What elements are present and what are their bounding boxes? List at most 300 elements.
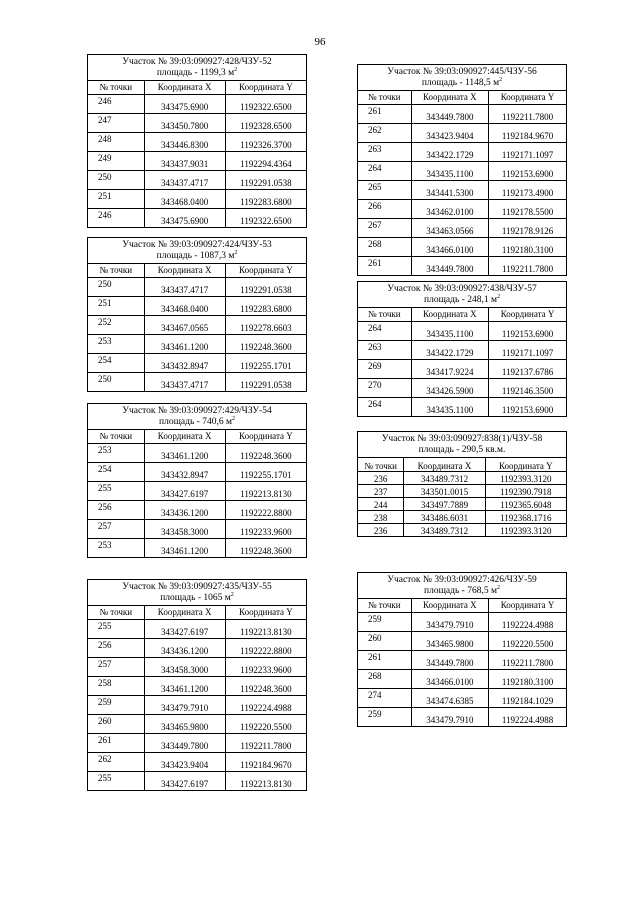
point-number-cell: 251 bbox=[88, 297, 145, 316]
coordinate-x-cell: 343422.1729 bbox=[411, 143, 489, 162]
point-number-cell: 269 bbox=[358, 360, 412, 379]
point-number-cell: 253 bbox=[88, 444, 145, 463]
coordinate-x-cell: 343474.6385 bbox=[411, 689, 489, 708]
coordinate-y-cell: 1192283.6800 bbox=[225, 190, 306, 209]
coordinate-y-cell: 1192248.3600 bbox=[225, 444, 306, 463]
point-number-header: № точки bbox=[358, 458, 404, 472]
coordinate-y-cell: 1192213.8130 bbox=[225, 620, 306, 639]
parcel-title: Участок № 39:03:090927:424/ЧЗУ-53 bbox=[122, 240, 272, 250]
parcel-table bbox=[87, 237, 307, 392]
point-number-cell: 250 bbox=[88, 278, 145, 297]
point-number-cell: 251 bbox=[88, 190, 145, 209]
coordinate-x-cell: 343437.4717 bbox=[144, 278, 225, 297]
point-number-cell: 256 bbox=[88, 639, 145, 658]
table-row bbox=[358, 651, 567, 670]
parcel-area-unit-power: 2 bbox=[499, 76, 503, 83]
coordinate-y-cell: 1192211.7800 bbox=[489, 651, 567, 670]
coordinate-y-cell: 1192294.4364 bbox=[225, 152, 306, 171]
coordinate-x-cell: 343427.6197 bbox=[144, 772, 225, 791]
coordinate-y-cell: 1192222.8800 bbox=[225, 501, 306, 520]
table-row bbox=[358, 511, 567, 524]
coordinate-y-cell: 1192178.5500 bbox=[489, 200, 567, 219]
coordinate-y-cell: 1192222.8800 bbox=[225, 639, 306, 658]
coordinate-x-cell: 343449.7800 bbox=[144, 734, 225, 753]
parcel-area bbox=[90, 593, 304, 604]
table-row bbox=[88, 152, 307, 171]
point-number-cell: 237 bbox=[358, 485, 404, 498]
coordinate-y-cell: 1192255.1701 bbox=[225, 354, 306, 373]
parcel-title: Участок № 39:03:090927:838(1)/ЧЗУ-58 bbox=[381, 434, 543, 444]
parcel-caption bbox=[358, 432, 567, 458]
point-number-cell: 254 bbox=[88, 463, 145, 482]
parcel-area-unit-power: 2 bbox=[230, 591, 234, 598]
parcel-area bbox=[90, 417, 304, 428]
point-number-cell: 274 bbox=[358, 689, 412, 708]
table-row bbox=[88, 444, 307, 463]
parcel-table bbox=[87, 54, 307, 228]
parcel-caption bbox=[88, 55, 307, 81]
coordinate-x-cell: 343468.0400 bbox=[144, 190, 225, 209]
point-number-cell: 261 bbox=[88, 734, 145, 753]
page-number: 96 bbox=[314, 36, 326, 48]
parcel-title: Участок № 39:03:090927:435/ЧЗУ-55 bbox=[122, 582, 272, 592]
table-row bbox=[358, 143, 567, 162]
coordinate-x-cell: 343466.0100 bbox=[411, 238, 489, 257]
coordinate-x-cell: 343427.6197 bbox=[144, 620, 225, 639]
coordinate-x-cell: 343446.8300 bbox=[144, 133, 225, 152]
table-row bbox=[358, 219, 567, 238]
coordinate-x-cell: 343497.7889 bbox=[404, 498, 485, 511]
parcel-area-unit-power: 2 bbox=[231, 415, 235, 422]
coordinate-y-header: Координата Y bbox=[225, 264, 306, 278]
point-number-cell: 259 bbox=[358, 708, 412, 727]
coordinate-x-header: Координата X bbox=[144, 81, 225, 95]
coordinate-x-cell: 343435.1100 bbox=[411, 162, 489, 181]
table-row bbox=[358, 524, 567, 537]
parcel-caption bbox=[358, 282, 567, 308]
coordinate-y-cell: 1192178.9126 bbox=[489, 219, 567, 238]
coordinate-x-cell: 343432.8947 bbox=[144, 354, 225, 373]
point-number-cell: 254 bbox=[88, 354, 145, 373]
point-number-cell: 246 bbox=[88, 209, 145, 228]
coordinate-x-header: Координата X bbox=[411, 91, 489, 105]
point-number-cell: 264 bbox=[358, 162, 412, 181]
coordinate-x-header: Координата X bbox=[411, 308, 489, 322]
point-number-header: № точки bbox=[88, 430, 145, 444]
parcel-table bbox=[87, 403, 307, 558]
table-row bbox=[88, 354, 307, 373]
table-row bbox=[358, 632, 567, 651]
parcel-title-row bbox=[88, 238, 307, 264]
coordinate-x-cell: 343423.9404 bbox=[144, 753, 225, 772]
coordinate-x-cell: 343461.1200 bbox=[144, 539, 225, 558]
point-number-header: № точки bbox=[88, 264, 145, 278]
coordinate-y-header: Координата Y bbox=[489, 91, 567, 105]
coordinate-y-header: Координата Y bbox=[489, 308, 567, 322]
table-row bbox=[88, 335, 307, 354]
point-number-cell: 259 bbox=[88, 696, 145, 715]
table-row bbox=[88, 482, 307, 501]
table-row bbox=[358, 257, 567, 276]
parcel-title-row bbox=[358, 65, 567, 91]
point-number-cell: 267 bbox=[358, 219, 412, 238]
parcel-title-row bbox=[358, 573, 567, 599]
parcel-title-row bbox=[358, 432, 567, 458]
table-header-row bbox=[358, 458, 567, 472]
point-number-cell: 255 bbox=[88, 772, 145, 791]
parcel-table bbox=[357, 281, 567, 417]
coordinate-x-header: Координата X bbox=[144, 264, 225, 278]
table-header-row bbox=[88, 264, 307, 278]
coordinate-x-header: Координата X bbox=[404, 458, 485, 472]
coordinate-y-cell: 1192153.6900 bbox=[489, 398, 567, 417]
parcel-area-text: площадь - 768,5 м bbox=[424, 586, 497, 596]
table-header-row bbox=[88, 81, 307, 95]
point-number-cell: 257 bbox=[88, 658, 145, 677]
coordinate-x-cell: 343463.0566 bbox=[411, 219, 489, 238]
parcel-area bbox=[90, 68, 304, 79]
table-row bbox=[358, 341, 567, 360]
point-number-cell: 236 bbox=[358, 472, 404, 485]
coordinate-y-cell: 1192248.3600 bbox=[225, 539, 306, 558]
coordinate-x-cell: 343436.1200 bbox=[144, 501, 225, 520]
table-row bbox=[88, 171, 307, 190]
coordinate-x-cell: 343475.6900 bbox=[144, 95, 225, 114]
parcel-title-row bbox=[88, 580, 307, 606]
table-row bbox=[88, 620, 307, 639]
coordinate-y-cell: 1192171.1097 bbox=[489, 143, 567, 162]
coordinate-x-cell: 343479.7910 bbox=[144, 696, 225, 715]
coordinate-y-cell: 1192211.7800 bbox=[489, 257, 567, 276]
coordinate-y-cell: 1192184.9670 bbox=[225, 753, 306, 772]
point-number-cell: 262 bbox=[88, 753, 145, 772]
coordinate-x-cell: 343461.1200 bbox=[144, 677, 225, 696]
coordinate-y-cell: 1192233.9600 bbox=[225, 658, 306, 677]
coordinate-y-header: Координата Y bbox=[225, 81, 306, 95]
coordinate-x-header: Координата X bbox=[144, 430, 225, 444]
coordinate-y-cell: 1192390.7918 bbox=[485, 485, 566, 498]
parcel-title: Участок № 39:03:090927:438/ЧЗУ-57 bbox=[387, 284, 537, 294]
table-row bbox=[88, 658, 307, 677]
coordinate-x-cell: 343479.7910 bbox=[411, 613, 489, 632]
parcel-area bbox=[360, 445, 564, 456]
point-number-cell: 250 bbox=[88, 171, 145, 190]
table-row bbox=[358, 124, 567, 143]
parcel-title-row bbox=[88, 55, 307, 81]
coordinate-y-header: Координата Y bbox=[225, 430, 306, 444]
parcel-table bbox=[87, 579, 307, 791]
parcel-title-row bbox=[358, 282, 567, 308]
parcel-caption bbox=[88, 580, 307, 606]
point-number-cell: 260 bbox=[88, 715, 145, 734]
table-row bbox=[358, 485, 567, 498]
table-header-row bbox=[358, 308, 567, 322]
coordinate-x-cell: 343422.1729 bbox=[411, 341, 489, 360]
coordinate-x-cell: 343489.7312 bbox=[404, 472, 485, 485]
table-row bbox=[88, 133, 307, 152]
table-row bbox=[88, 639, 307, 658]
coordinate-y-cell: 1192224.4988 bbox=[489, 708, 567, 727]
point-number-cell: 261 bbox=[358, 105, 412, 124]
point-number-cell: 249 bbox=[88, 152, 145, 171]
point-number-cell: 236 bbox=[358, 524, 404, 537]
table-row bbox=[358, 200, 567, 219]
point-number-cell: 258 bbox=[88, 677, 145, 696]
coordinate-x-cell: 343466.0100 bbox=[411, 670, 489, 689]
coordinate-x-cell: 343461.1200 bbox=[144, 335, 225, 354]
coordinate-x-cell: 343501.0015 bbox=[404, 485, 485, 498]
coordinate-x-cell: 343426.5900 bbox=[411, 379, 489, 398]
coordinate-x-cell: 343449.7800 bbox=[411, 257, 489, 276]
table-row bbox=[358, 498, 567, 511]
point-number-cell: 266 bbox=[358, 200, 412, 219]
coordinate-x-cell: 343427.6197 bbox=[144, 482, 225, 501]
point-number-cell: 238 bbox=[358, 511, 404, 524]
coordinate-y-cell: 1192248.3600 bbox=[225, 335, 306, 354]
coordinate-x-cell: 343417.9224 bbox=[411, 360, 489, 379]
coordinate-y-cell: 1192171.1097 bbox=[489, 341, 567, 360]
point-number-cell: 270 bbox=[358, 379, 412, 398]
table-header-row bbox=[358, 599, 567, 613]
table-header-row bbox=[88, 606, 307, 620]
parcel-area bbox=[360, 586, 564, 597]
coordinate-x-cell: 343458.3000 bbox=[144, 520, 225, 539]
parcel-title: Участок № 39:03:090927:426/ЧЗУ-59 bbox=[387, 575, 537, 585]
coordinate-y-cell: 1192393.3120 bbox=[485, 472, 566, 485]
table-row bbox=[88, 677, 307, 696]
parcel-title: Участок № 39:03:090927:445/ЧЗУ-56 bbox=[387, 67, 537, 77]
coordinate-y-cell: 1192224.4988 bbox=[489, 613, 567, 632]
coordinate-x-cell: 343436.1200 bbox=[144, 639, 225, 658]
coordinate-y-cell: 1192184.1029 bbox=[489, 689, 567, 708]
point-number-cell: 256 bbox=[88, 501, 145, 520]
coordinate-y-cell: 1192233.9600 bbox=[225, 520, 306, 539]
point-number-header: № точки bbox=[358, 599, 412, 613]
table-row bbox=[88, 373, 307, 392]
parcel-table bbox=[357, 431, 567, 537]
coordinate-x-cell: 343461.1200 bbox=[144, 444, 225, 463]
coordinate-x-cell: 343467.0565 bbox=[144, 316, 225, 335]
coordinate-x-cell: 343458.3000 bbox=[144, 658, 225, 677]
coordinate-y-cell: 1192328.6500 bbox=[225, 114, 306, 133]
coordinate-y-cell: 1192326.3700 bbox=[225, 133, 306, 152]
parcel-area-unit-power: 2 bbox=[496, 584, 500, 591]
parcel-area-unit-power: 2 bbox=[234, 66, 238, 73]
coordinate-y-cell: 1192368.1716 bbox=[485, 511, 566, 524]
parcel-title: Участок № 39:03:090927:428/ЧЗУ-52 bbox=[122, 57, 272, 67]
coordinate-x-cell: 343441.5300 bbox=[411, 181, 489, 200]
point-number-header: № точки bbox=[358, 91, 412, 105]
parcel-area-text: площадь - 740,6 м bbox=[159, 417, 232, 427]
table-header-row bbox=[358, 91, 567, 105]
coordinate-y-cell: 1192213.8130 bbox=[225, 772, 306, 791]
coordinate-y-header: Координата Y bbox=[489, 599, 567, 613]
parcel-area bbox=[90, 251, 304, 262]
table-row bbox=[88, 520, 307, 539]
coordinate-y-cell: 1192180.3100 bbox=[489, 670, 567, 689]
coordinate-x-cell: 343465.9800 bbox=[411, 632, 489, 651]
point-number-cell: 257 bbox=[88, 520, 145, 539]
coordinate-y-cell: 1192255.1701 bbox=[225, 463, 306, 482]
coordinate-x-cell: 343423.9404 bbox=[411, 124, 489, 143]
table-row bbox=[358, 238, 567, 257]
table-row bbox=[358, 360, 567, 379]
coordinate-x-cell: 343468.0400 bbox=[144, 297, 225, 316]
point-number-cell: 265 bbox=[358, 181, 412, 200]
coordinate-y-cell: 1192220.5500 bbox=[489, 632, 567, 651]
coordinate-y-cell: 1192180.3100 bbox=[489, 238, 567, 257]
coordinate-y-cell: 1192291.0538 bbox=[225, 171, 306, 190]
point-number-header: № точки bbox=[358, 308, 412, 322]
point-number-cell: 261 bbox=[358, 651, 412, 670]
coordinate-x-cell: 343435.1100 bbox=[411, 322, 489, 341]
coordinate-y-cell: 1192291.0538 bbox=[225, 373, 306, 392]
parcel-caption bbox=[358, 65, 567, 91]
parcel-caption bbox=[88, 238, 307, 264]
point-number-cell: 244 bbox=[358, 498, 404, 511]
coordinate-x-header: Координата X bbox=[411, 599, 489, 613]
parcel-area-text: площадь - 1148,5 м bbox=[421, 78, 500, 88]
parcel-table bbox=[357, 64, 567, 276]
table-row bbox=[358, 398, 567, 417]
table-row bbox=[358, 162, 567, 181]
point-number-cell: 262 bbox=[358, 124, 412, 143]
coordinate-y-header: Координата Y bbox=[225, 606, 306, 620]
table-row bbox=[88, 95, 307, 114]
coordinate-y-cell: 1192224.4988 bbox=[225, 696, 306, 715]
table-row bbox=[88, 114, 307, 133]
table-row bbox=[88, 316, 307, 335]
coordinate-y-cell: 1192248.3600 bbox=[225, 677, 306, 696]
coordinate-y-cell: 1192278.6603 bbox=[225, 316, 306, 335]
parcel-area bbox=[360, 78, 564, 89]
table-row bbox=[88, 209, 307, 228]
table-row bbox=[88, 297, 307, 316]
point-number-cell: 253 bbox=[88, 539, 145, 558]
coordinate-y-cell: 1192213.8130 bbox=[225, 482, 306, 501]
coordinate-x-cell: 343475.6900 bbox=[144, 209, 225, 228]
table-row bbox=[358, 379, 567, 398]
coordinate-x-cell: 343450.7800 bbox=[144, 114, 225, 133]
parcel-area-text: площадь - 1199,3 м bbox=[156, 68, 235, 78]
point-number-cell: 259 bbox=[358, 613, 412, 632]
coordinate-x-cell: 343437.4717 bbox=[144, 171, 225, 190]
table-row bbox=[88, 190, 307, 209]
table-row bbox=[358, 181, 567, 200]
table-row bbox=[88, 772, 307, 791]
parcel-area-text: площадь - 290,5 кв.м. bbox=[418, 445, 506, 455]
coordinate-y-cell: 1192220.5500 bbox=[225, 715, 306, 734]
parcel-title-row bbox=[88, 404, 307, 430]
coordinate-x-cell: 343486.6031 bbox=[404, 511, 485, 524]
point-number-cell: 268 bbox=[358, 238, 412, 257]
point-number-cell: 252 bbox=[88, 316, 145, 335]
point-number-cell: 248 bbox=[88, 133, 145, 152]
coordinate-y-cell: 1192173.4900 bbox=[489, 181, 567, 200]
table-row bbox=[88, 501, 307, 520]
point-number-cell: 260 bbox=[358, 632, 412, 651]
coordinate-y-cell: 1192153.6900 bbox=[489, 322, 567, 341]
table-row bbox=[358, 105, 567, 124]
table-row bbox=[358, 708, 567, 727]
coordinate-x-cell: 343432.8947 bbox=[144, 463, 225, 482]
coordinate-y-cell: 1192146.3500 bbox=[489, 379, 567, 398]
table-row bbox=[358, 613, 567, 632]
coordinate-x-cell: 343462.0100 bbox=[411, 200, 489, 219]
parcel-caption bbox=[88, 404, 307, 430]
table-row bbox=[88, 715, 307, 734]
coordinate-y-cell: 1192184.9670 bbox=[489, 124, 567, 143]
parcel-area-text: площадь - 1087,3 м bbox=[156, 251, 235, 261]
coordinate-x-header: Координата X bbox=[144, 606, 225, 620]
coordinate-y-cell: 1192365.6048 bbox=[485, 498, 566, 511]
point-number-cell: 268 bbox=[358, 670, 412, 689]
parcel-title: Участок № 39:03:090927:429/ЧЗУ-54 bbox=[122, 406, 272, 416]
parcel-table bbox=[357, 572, 567, 727]
coordinate-y-cell: 1192283.6800 bbox=[225, 297, 306, 316]
parcel-caption bbox=[358, 573, 567, 599]
coordinate-y-cell: 1192393.3120 bbox=[485, 524, 566, 537]
parcel-area-unit-power: 2 bbox=[234, 249, 238, 256]
point-number-header: № точки bbox=[88, 606, 145, 620]
coordinate-x-cell: 343437.9031 bbox=[144, 152, 225, 171]
table-row bbox=[88, 734, 307, 753]
coordinate-x-cell: 343449.7800 bbox=[411, 651, 489, 670]
table-header-row bbox=[88, 430, 307, 444]
point-number-header: № точки bbox=[88, 81, 145, 95]
coordinate-x-cell: 343489.7312 bbox=[404, 524, 485, 537]
point-number-cell: 250 bbox=[88, 373, 145, 392]
coordinate-y-cell: 1192322.6500 bbox=[225, 95, 306, 114]
parcel-area-unit-power: 2 bbox=[496, 293, 500, 300]
parcel-area bbox=[360, 295, 564, 306]
parcel-area-text: площадь - 1065 м bbox=[160, 593, 231, 603]
coordinate-y-cell: 1192322.6500 bbox=[225, 209, 306, 228]
table-row bbox=[358, 670, 567, 689]
table-row bbox=[358, 689, 567, 708]
point-number-cell: 261 bbox=[358, 257, 412, 276]
point-number-cell: 255 bbox=[88, 620, 145, 639]
point-number-cell: 263 bbox=[358, 341, 412, 360]
coordinate-y-cell: 1192291.0538 bbox=[225, 278, 306, 297]
point-number-cell: 255 bbox=[88, 482, 145, 501]
table-row bbox=[88, 696, 307, 715]
coordinate-x-cell: 343435.1100 bbox=[411, 398, 489, 417]
point-number-cell: 246 bbox=[88, 95, 145, 114]
coordinate-y-cell: 1192137.6786 bbox=[489, 360, 567, 379]
coordinate-x-cell: 343449.7800 bbox=[411, 105, 489, 124]
point-number-cell: 247 bbox=[88, 114, 145, 133]
point-number-cell: 264 bbox=[358, 398, 412, 417]
parcel-area-text: площадь - 248,1 м bbox=[424, 295, 497, 305]
table-row bbox=[88, 539, 307, 558]
coordinate-x-cell: 343437.4717 bbox=[144, 373, 225, 392]
table-row bbox=[88, 463, 307, 482]
coordinate-x-cell: 343465.9800 bbox=[144, 715, 225, 734]
point-number-cell: 253 bbox=[88, 335, 145, 354]
coordinate-y-cell: 1192211.7800 bbox=[225, 734, 306, 753]
coordinate-y-header: Координата Y bbox=[485, 458, 566, 472]
point-number-cell: 263 bbox=[358, 143, 412, 162]
table-row bbox=[88, 753, 307, 772]
table-row bbox=[358, 322, 567, 341]
table-row bbox=[88, 278, 307, 297]
table-row bbox=[358, 472, 567, 485]
coordinate-y-cell: 1192153.6900 bbox=[489, 162, 567, 181]
point-number-cell: 264 bbox=[358, 322, 412, 341]
coordinate-y-cell: 1192211.7800 bbox=[489, 105, 567, 124]
coordinate-x-cell: 343479.7910 bbox=[411, 708, 489, 727]
